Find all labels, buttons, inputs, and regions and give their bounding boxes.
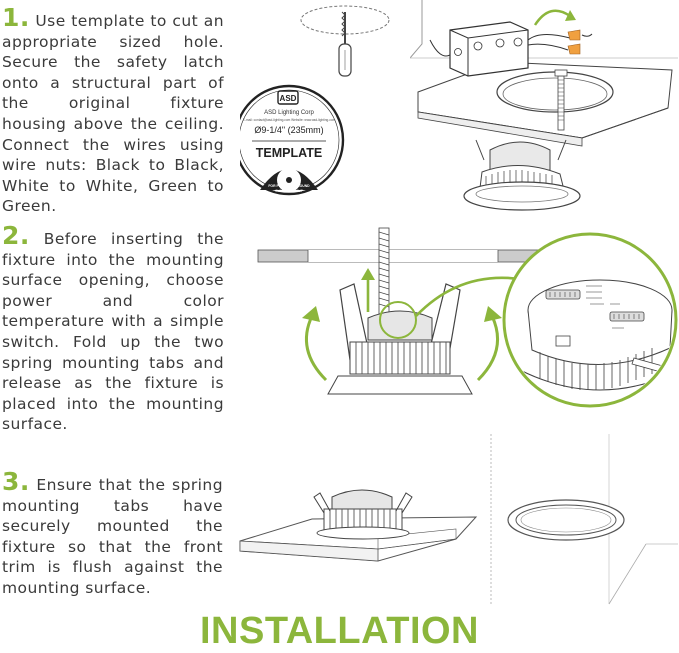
template-card [240, 86, 343, 194]
downlight-fixture [328, 311, 472, 394]
fold-arrow-right [478, 316, 498, 380]
step-3-number: 3. [2, 467, 30, 496]
step-3 [2, 467, 223, 599]
page-title: INSTALLATION [200, 610, 479, 652]
downlight-fixture [464, 140, 580, 210]
step-1-text: Use template to cut an appropriate sized hole. Secure the safety latch onto a structural part of the original fixture housing above the ceiling. Connect the wires using wire nuts: Black to Black, White to White, Green to Green. [2, 12, 224, 216]
wire-nut-icon [568, 30, 580, 54]
step-3-text: Ensure that the spring mounting tabs have securely mounted the fixture so that the front trim is flush against the mounting surface. [2, 476, 223, 597]
downlight-fixture [314, 490, 412, 539]
template-size: Ø9-1/4" (235mm) [254, 125, 324, 135]
asd-logo: ASD [279, 94, 297, 103]
step-2-number: 2. [2, 221, 30, 250]
illustration-cut-template [240, 0, 390, 205]
template-footer-1: FOR PERFECTLY ROUND [268, 184, 310, 188]
switch-detail [504, 234, 679, 406]
step-2-text: Before inserting the fixture into the mounting surface opening, choose power and color temperature with a simple switch. Fold up the two spring mounting tabs and release as the fixture is placed into the mounting surface. [2, 230, 224, 434]
flex-conduit [379, 228, 389, 316]
template-label: TEMPLATE [255, 146, 323, 160]
template-contact: E-mail: contact@asd-lighting.com Website: www.asd-lighting.com [242, 118, 336, 122]
illustration-wire-connection [410, 0, 678, 215]
step-2 [2, 221, 224, 435]
junction-box [430, 22, 528, 76]
rotate-arrow-icon [535, 11, 570, 25]
up-arrow-icon [361, 268, 375, 312]
template-footer-2: CLEAN HOLE CUT [275, 189, 303, 193]
illustration-spring-tabs [250, 220, 679, 420]
illustration-flush-trim [488, 432, 678, 608]
step-1 [2, 3, 224, 217]
template-brand: ASD Lighting Corp [264, 110, 314, 116]
trim-ring [508, 500, 624, 540]
step-1-number: 1. [2, 3, 30, 32]
illustration-mounted-fixture [236, 475, 481, 565]
fold-arrow-left [306, 316, 326, 380]
